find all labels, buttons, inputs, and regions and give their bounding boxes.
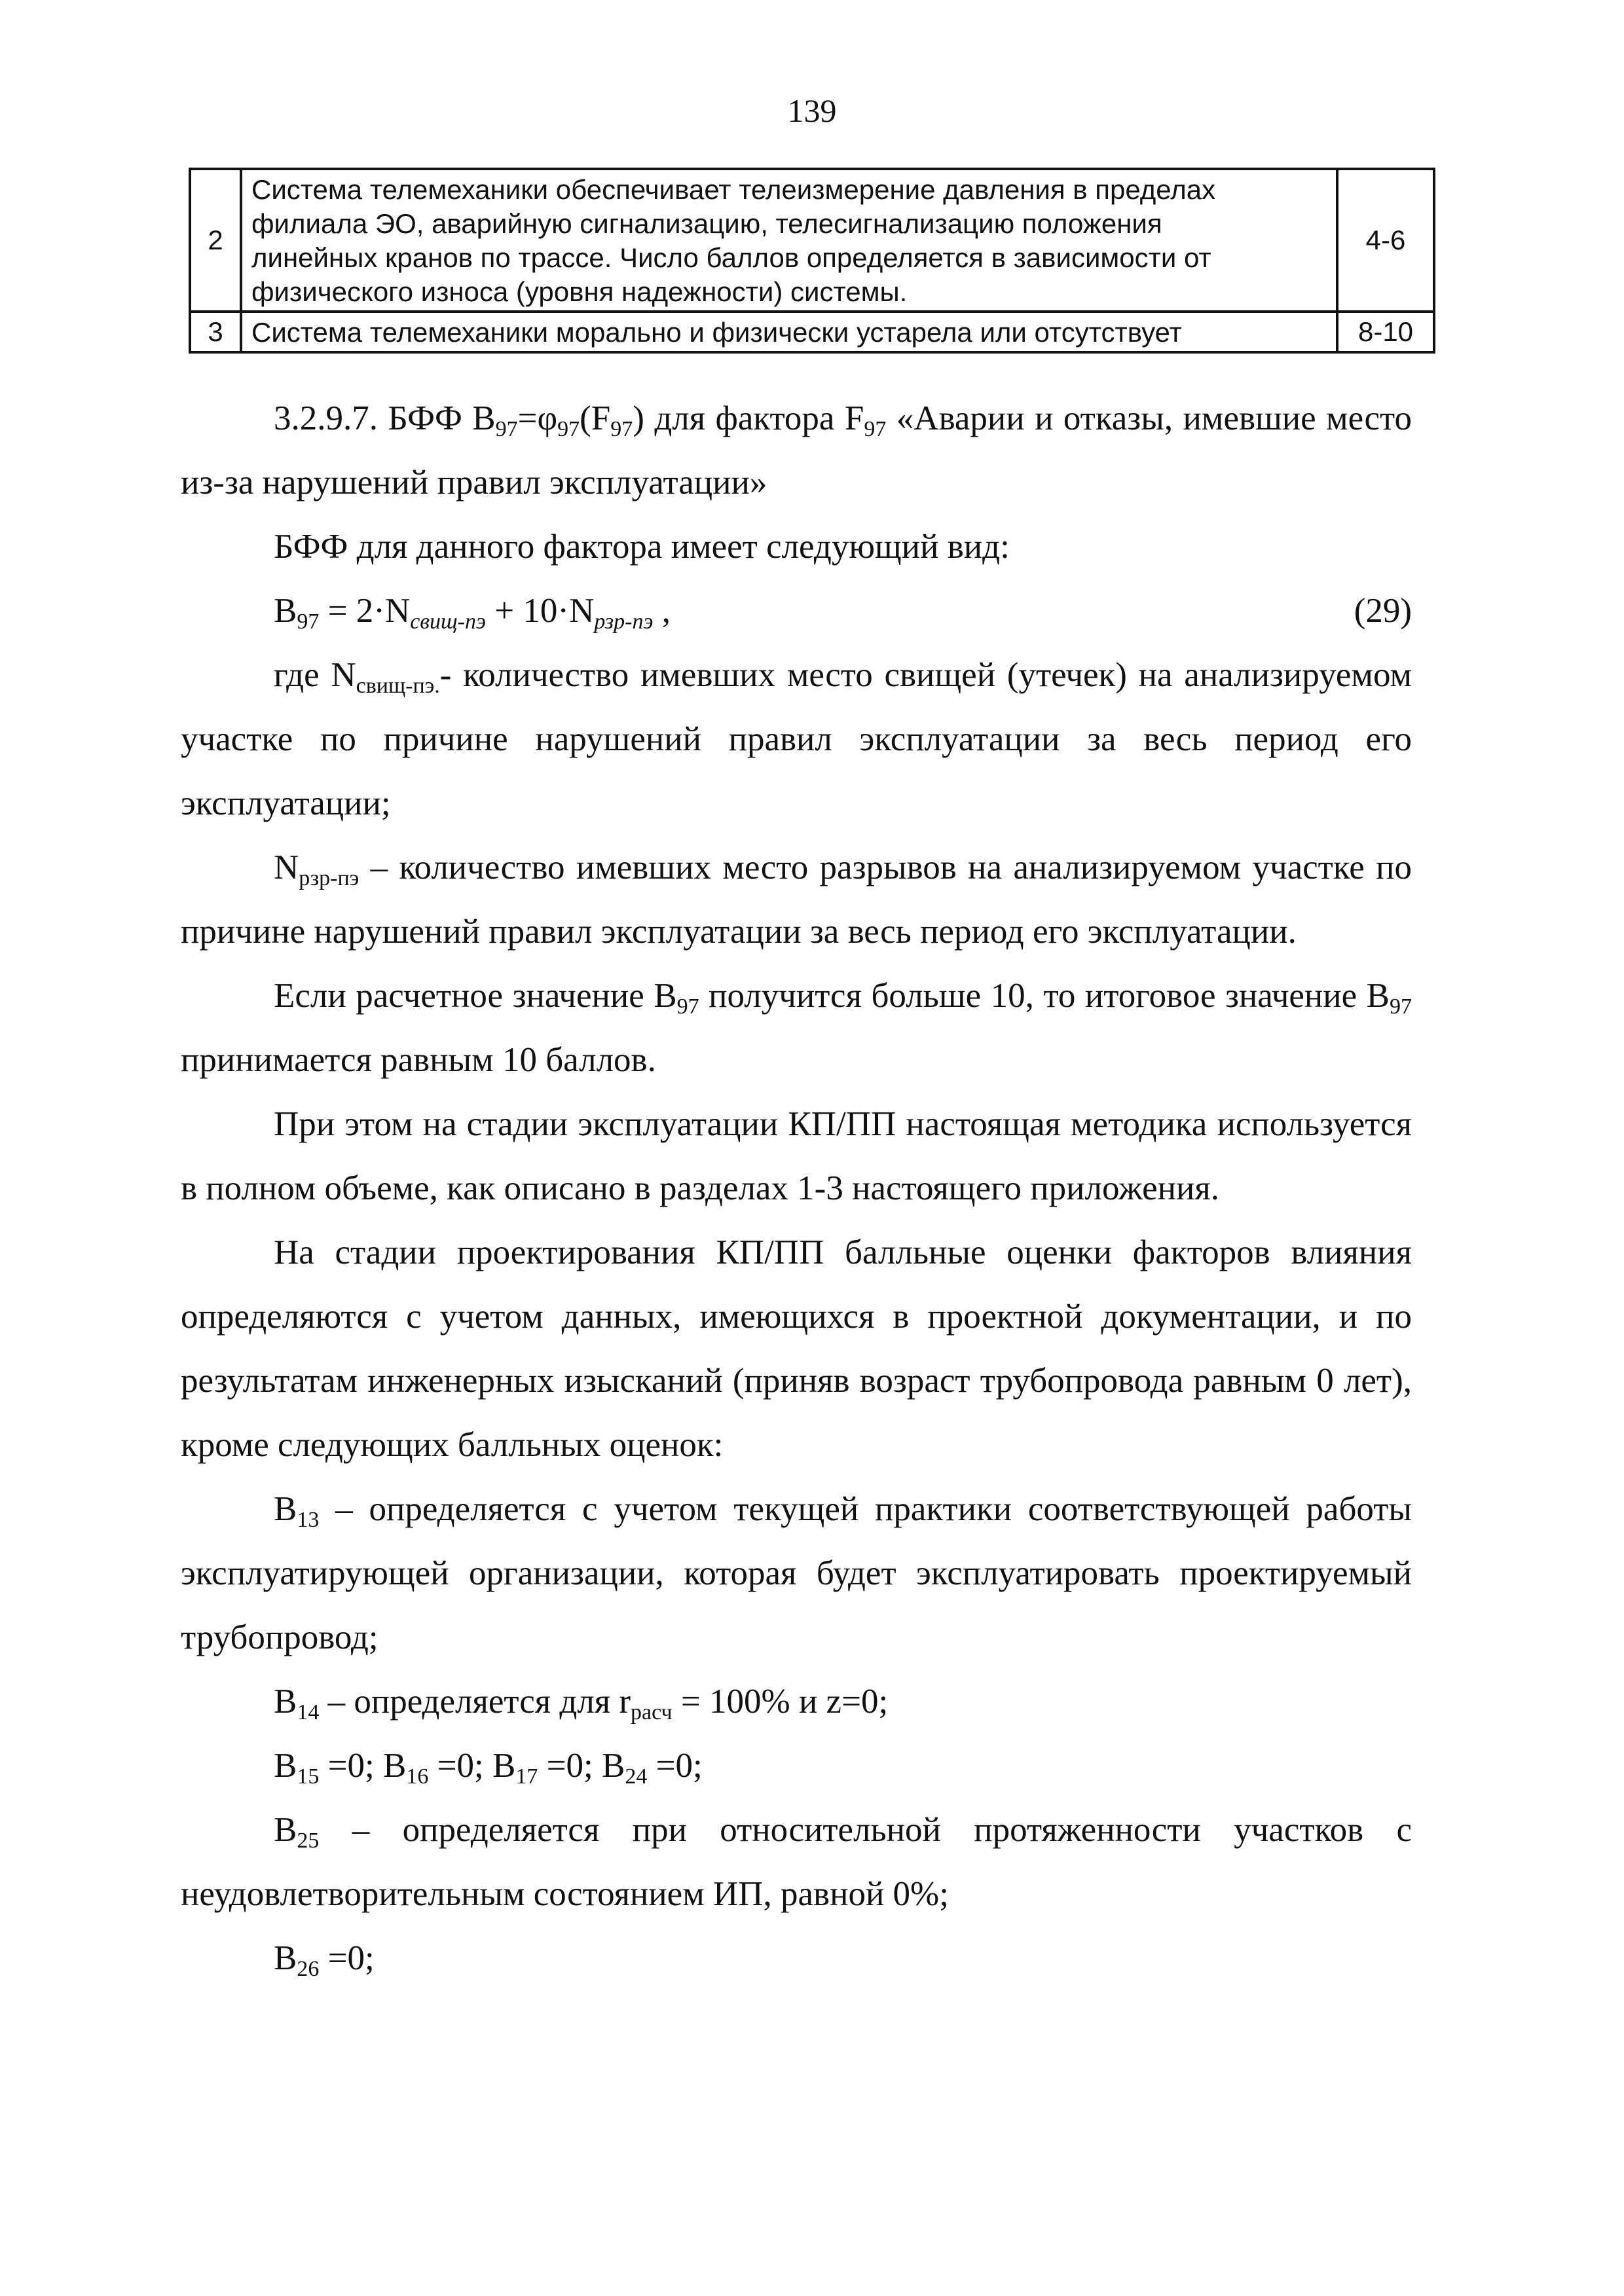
formula-29: $B_{97} = 2\cdot N_{свищ-пэ} + 10\cdot N_{рзр-пэ}$ , (29) xyxy=(181,579,1412,643)
b13-paragraph: $B_{13}$ – определяется с учетом текущей практики соответствующей работы эксплуатирующей организации, которая будет эксплуатировать проектируемый трубопровод; xyxy=(181,1490,1412,1656)
definition-paragraph: $N_{рзр-пэ}$ – количество имевших место разрывов на анализируемом участке по причине нарушений правил эксплуатации за весь период его эксплуатации. xyxy=(181,848,1412,951)
description-line: Система телемеханики морально и физически устарела или отсутствует xyxy=(251,317,1182,348)
row-description xyxy=(241,312,1337,352)
row-number: 3 xyxy=(190,312,241,352)
b14-paragraph: $B_{14}$ – определяется для $r_{расч} = 100\%$ и z=0; xyxy=(274,1683,889,1724)
exploitation-paragraph: При этом на стадии эксплуатации КП/ПП настоящая методика используется в полном объеме, как описано в разделах 1-3 настоящего приложения. xyxy=(181,1105,1412,1207)
zero-scores-line: $B_{15} =0$; $B_{16} =0$; $B_{17} =0$; $B_{24} =0$; xyxy=(274,1747,703,1789)
section-heading: 3.2.9.7. БФФ $B_{97}=\varphi_{97}(F_{97})$ для фактора $F_{97}$ «Аварии и отказы, имевшие место из-за нарушений правил эксплуатации» xyxy=(181,399,1412,501)
description-line: линейных кранов по трассе. Число баллов определяется в зависимости от xyxy=(251,242,1211,273)
table-row xyxy=(190,312,1434,352)
page-number: 139 xyxy=(787,92,837,129)
criteria-table xyxy=(189,168,1435,354)
formula-intro: БФФ для данного фактора имеет следующий вид: xyxy=(274,528,1010,566)
design-paragraph: На стадии проектирования КП/ПП балльные оценки факторов влияния определяются с учетом данных, имеющихся в проектной документации, и по результатам инженерных изысканий (приняв возраст трубопровода равным 0 лет), кроме следующих балльных оценок: xyxy=(181,1233,1412,1464)
body-text xyxy=(181,386,1412,1990)
equation-number: (29) xyxy=(1354,592,1412,630)
table-row xyxy=(190,169,1434,312)
description-line: филиала ЭО, аварийную сигнализацию, телесигнализацию положения xyxy=(251,208,1162,239)
row-description xyxy=(241,169,1337,312)
row-score: 4-6 xyxy=(1337,169,1434,312)
row-number: 2 xyxy=(190,169,241,312)
b26-paragraph: $B_{26} =0$; xyxy=(274,1939,375,1981)
condition-paragraph: Если расчетное значение $B_{97}$ получится больше 10, то итоговое значение $B_{97}$ принимается равным 10 баллов. xyxy=(181,977,1412,1079)
description-line: физического износа (уровня надежности) системы. xyxy=(251,276,908,307)
description-line: Система телемеханики обеспечивает телеизмерение давления в пределах xyxy=(251,174,1216,205)
row-score: 8-10 xyxy=(1337,312,1434,352)
b25-paragraph: $B_{25}$ – определяется при относительной протяженности участков с неудовлетворительным состоянием ИП, равной 0%; xyxy=(181,1811,1412,1913)
definition-paragraph: где $N_{свищ-пэ.}-$ количество имевших место свищей (утечек) на анализируемом участке по причине нарушений правил эксплуатации за весь период его эксплуатации; xyxy=(181,656,1412,822)
